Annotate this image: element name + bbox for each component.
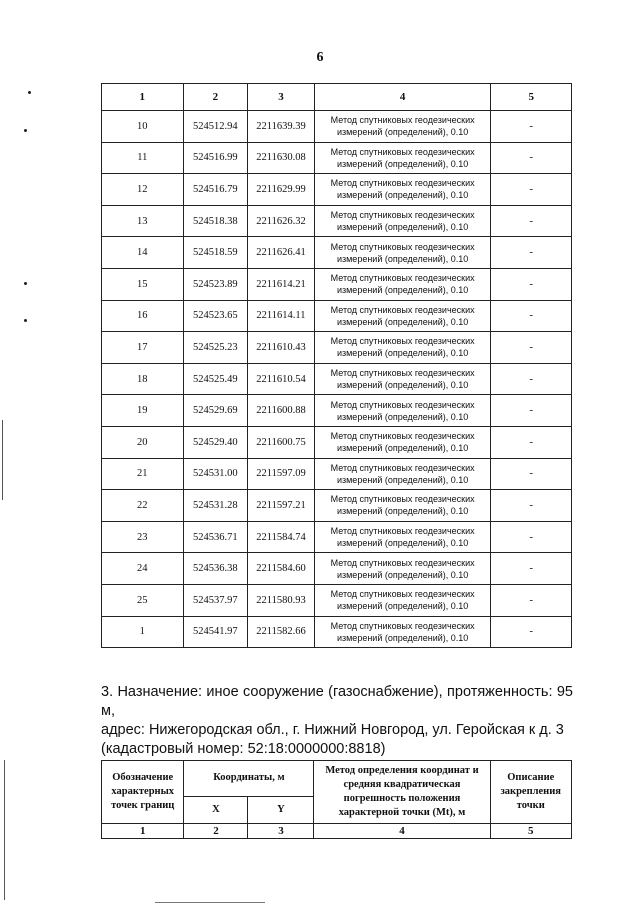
header-x: X	[184, 796, 248, 823]
table-row	[102, 521, 572, 553]
method-line-1: Метод спутниковых геодезических	[330, 399, 475, 410]
column-number-2: 2	[184, 824, 248, 839]
table-row	[102, 205, 572, 237]
method-line-1: Метод спутниковых геодезических	[330, 273, 475, 284]
header-col-1: 1	[102, 84, 184, 111]
x-coordinate-cell: 524537.97	[183, 584, 248, 616]
point-cell: 12	[102, 174, 184, 206]
header-method: Метод определения координат и средняя квадратическая погрешность положения характерной точки (Mt), м	[314, 761, 490, 824]
x-coordinate-cell: 524529.69	[183, 395, 248, 427]
column-number-3: 3	[248, 824, 314, 839]
y-coordinate-cell: 2211597.09	[248, 458, 315, 490]
point-cell: 16	[102, 300, 184, 332]
y-coordinate-cell: 2211582.66	[248, 616, 315, 648]
x-coordinate-cell: 524531.00	[183, 458, 248, 490]
method-cell	[314, 553, 491, 585]
description-cell: -	[491, 237, 572, 269]
coordinates-table	[101, 83, 572, 648]
method-line-2: измерений (определений), 0.10	[336, 190, 469, 201]
y-coordinate-cell: 2211580.93	[248, 584, 315, 616]
x-coordinate-cell: 524523.89	[183, 268, 248, 300]
description-cell: -	[491, 553, 572, 585]
scan-edge-line	[2, 420, 3, 500]
page-number: 6	[316, 50, 324, 65]
method-line-1: Метод спутниковых геодезических	[330, 431, 475, 442]
method-cell	[314, 300, 491, 332]
description-cell: -	[491, 142, 572, 174]
coordinates-table-body	[102, 111, 572, 648]
section-3-description	[101, 683, 573, 759]
header-point-designation: Обозначение характерных точек границ	[102, 761, 184, 824]
method-cell	[314, 521, 491, 553]
description-cell: -	[491, 426, 572, 458]
description-cell: -	[491, 584, 572, 616]
header-y: Y	[248, 796, 314, 823]
method-line-1: Метод спутниковых геодезических	[330, 146, 475, 157]
point-cell: 21	[102, 458, 184, 490]
description-cell: -	[491, 205, 572, 237]
x-coordinate-cell: 524516.99	[183, 142, 248, 174]
description-cell: -	[491, 616, 572, 648]
point-cell: 11	[102, 142, 184, 174]
y-coordinate-cell: 2211614.21	[248, 268, 315, 300]
description-cell: -	[491, 174, 572, 206]
x-coordinate-cell: 524525.23	[183, 332, 248, 364]
header-col-4: 4	[314, 84, 491, 111]
y-coordinate-cell: 2211626.32	[248, 205, 315, 237]
x-coordinate-cell: 524536.38	[183, 553, 248, 585]
method-line-2: измерений (определений), 0.10	[336, 506, 469, 517]
header-description: Описание закрепления точки	[490, 761, 571, 824]
table-row	[102, 237, 572, 269]
point-cell: 15	[102, 268, 184, 300]
method-line-2: измерений (определений), 0.10	[336, 632, 469, 643]
x-coordinate-cell: 524523.65	[183, 300, 248, 332]
method-cell	[314, 426, 491, 458]
method-line-1: Метод спутниковых геодезических	[330, 178, 475, 189]
description-cell: -	[491, 268, 572, 300]
point-cell: 25	[102, 584, 184, 616]
method-line-2: измерений (определений), 0.10	[336, 222, 469, 233]
point-cell: 19	[102, 395, 184, 427]
y-coordinate-cell: 2211630.08	[248, 142, 315, 174]
method-line-2: измерений (определений), 0.10	[336, 411, 469, 422]
method-cell	[314, 174, 491, 206]
x-coordinate-cell: 524516.79	[183, 174, 248, 206]
scan-mark	[28, 91, 31, 94]
scan-edge-line	[4, 760, 5, 900]
method-cell	[314, 616, 491, 648]
description-cell: -	[491, 363, 572, 395]
y-coordinate-cell: 2211610.54	[248, 363, 315, 395]
header-col-2: 2	[183, 84, 248, 111]
description-cell: -	[491, 332, 572, 364]
method-line-2: измерений (определений), 0.10	[336, 474, 469, 485]
method-line-2: измерений (определений), 0.10	[336, 127, 469, 138]
method-cell	[314, 584, 491, 616]
header-col-3: 3	[248, 84, 315, 111]
table-row	[102, 553, 572, 585]
table-row	[102, 490, 572, 522]
column-number-4: 4	[314, 824, 490, 839]
y-coordinate-cell: 2211610.43	[248, 332, 315, 364]
table-row	[102, 111, 572, 143]
method-line-2: измерений (определений), 0.10	[336, 253, 469, 264]
table-header-row	[102, 84, 572, 111]
point-cell: 14	[102, 237, 184, 269]
method-cell	[314, 490, 491, 522]
y-coordinate-cell: 2211626.41	[248, 237, 315, 269]
section-3-line-1: 3. Назначение: иное сооружение (газоснабжение), протяженность: 95 м,	[101, 684, 573, 719]
scan-edge-line	[155, 902, 265, 903]
table-row	[102, 584, 572, 616]
x-coordinate-cell: 524518.38	[183, 205, 248, 237]
table-row	[102, 616, 572, 648]
method-line-2: измерений (определений), 0.10	[336, 285, 469, 296]
method-cell	[314, 458, 491, 490]
header-col-5: 5	[491, 84, 572, 111]
table-row	[102, 395, 572, 427]
method-line-1: Метод спутниковых геодезических	[330, 304, 475, 315]
point-cell: 17	[102, 332, 184, 364]
method-cell	[314, 363, 491, 395]
method-line-1: Метод спутниковых геодезических	[330, 368, 475, 379]
table-row	[102, 332, 572, 364]
method-cell	[314, 395, 491, 427]
y-coordinate-cell: 2211584.60	[248, 553, 315, 585]
table-row	[102, 363, 572, 395]
method-line-2: измерений (определений), 0.10	[336, 569, 469, 580]
method-line-1: Метод спутниковых геодезических	[330, 620, 475, 631]
section-3-line-3: (кадастровый номер: 52:18:0000000:8818)	[101, 741, 386, 757]
method-line-1: Метод спутниковых геодезических	[330, 526, 475, 537]
table-row	[102, 458, 572, 490]
description-cell: -	[491, 111, 572, 143]
scan-mark	[24, 319, 27, 322]
method-line-2: измерений (определений), 0.10	[336, 538, 469, 549]
method-cell	[314, 332, 491, 364]
method-line-1: Метод спутниковых геодезических	[330, 241, 475, 252]
method-line-2: измерений (определений), 0.10	[336, 348, 469, 359]
x-coordinate-cell: 524541.97	[183, 616, 248, 648]
description-cell: -	[491, 395, 572, 427]
method-line-1: Метод спутниковых геодезических	[330, 589, 475, 600]
x-coordinate-cell: 524531.28	[183, 490, 248, 522]
y-coordinate-cell: 2211597.21	[248, 490, 315, 522]
column-number-row	[102, 824, 572, 839]
point-cell: 20	[102, 426, 184, 458]
method-cell	[314, 111, 491, 143]
method-line-1: Метод спутниковых геодезических	[330, 494, 475, 505]
column-number-1: 1	[102, 824, 184, 839]
method-line-1: Метод спутниковых геодезических	[330, 210, 475, 221]
x-coordinate-cell: 524512.94	[183, 111, 248, 143]
table-row	[102, 300, 572, 332]
point-cell: 22	[102, 490, 184, 522]
method-cell	[314, 237, 491, 269]
x-coordinate-cell: 524518.59	[183, 237, 248, 269]
method-line-2: измерений (определений), 0.10	[336, 601, 469, 612]
table-row	[102, 142, 572, 174]
description-cell: -	[491, 300, 572, 332]
method-cell	[314, 205, 491, 237]
scan-mark	[24, 282, 27, 285]
method-line-2: измерений (определений), 0.10	[336, 158, 469, 169]
method-line-1: Метод спутниковых геодезических	[330, 462, 475, 473]
table-row	[102, 174, 572, 206]
method-line-1: Метод спутниковых геодезических	[330, 557, 475, 568]
y-coordinate-cell: 2211600.75	[248, 426, 315, 458]
method-line-2: измерений (определений), 0.10	[336, 380, 469, 391]
method-line-2: измерений (определений), 0.10	[336, 443, 469, 454]
section-3-line-2: адрес: Нижегородская обл., г. Нижний Новгород, ул. Геройская к д. 3	[101, 722, 564, 738]
point-cell: 1	[102, 616, 184, 648]
point-cell: 23	[102, 521, 184, 553]
method-line-1: Метод спутниковых геодезических	[330, 115, 475, 126]
method-cell	[314, 142, 491, 174]
point-cell: 24	[102, 553, 184, 585]
x-coordinate-cell: 524525.49	[183, 363, 248, 395]
point-cell: 10	[102, 111, 184, 143]
method-line-1: Метод спутниковых геодезических	[330, 336, 475, 347]
y-coordinate-cell: 2211639.39	[248, 111, 315, 143]
table-row	[102, 268, 572, 300]
boundary-points-table	[101, 760, 572, 839]
y-coordinate-cell: 2211614.11	[248, 300, 315, 332]
scan-mark	[24, 129, 27, 132]
x-coordinate-cell: 524536.71	[183, 521, 248, 553]
method-line-2: измерений (определений), 0.10	[336, 316, 469, 327]
y-coordinate-cell: 2211629.99	[248, 174, 315, 206]
point-cell: 13	[102, 205, 184, 237]
point-cell: 18	[102, 363, 184, 395]
table-row	[102, 426, 572, 458]
description-cell: -	[491, 458, 572, 490]
method-cell	[314, 268, 491, 300]
header-coordinates: Координаты, м	[184, 761, 314, 797]
description-cell: -	[491, 490, 572, 522]
y-coordinate-cell: 2211600.88	[248, 395, 315, 427]
column-number-5: 5	[490, 824, 571, 839]
description-cell: -	[491, 521, 572, 553]
y-coordinate-cell: 2211584.74	[248, 521, 315, 553]
x-coordinate-cell: 524529.40	[183, 426, 248, 458]
